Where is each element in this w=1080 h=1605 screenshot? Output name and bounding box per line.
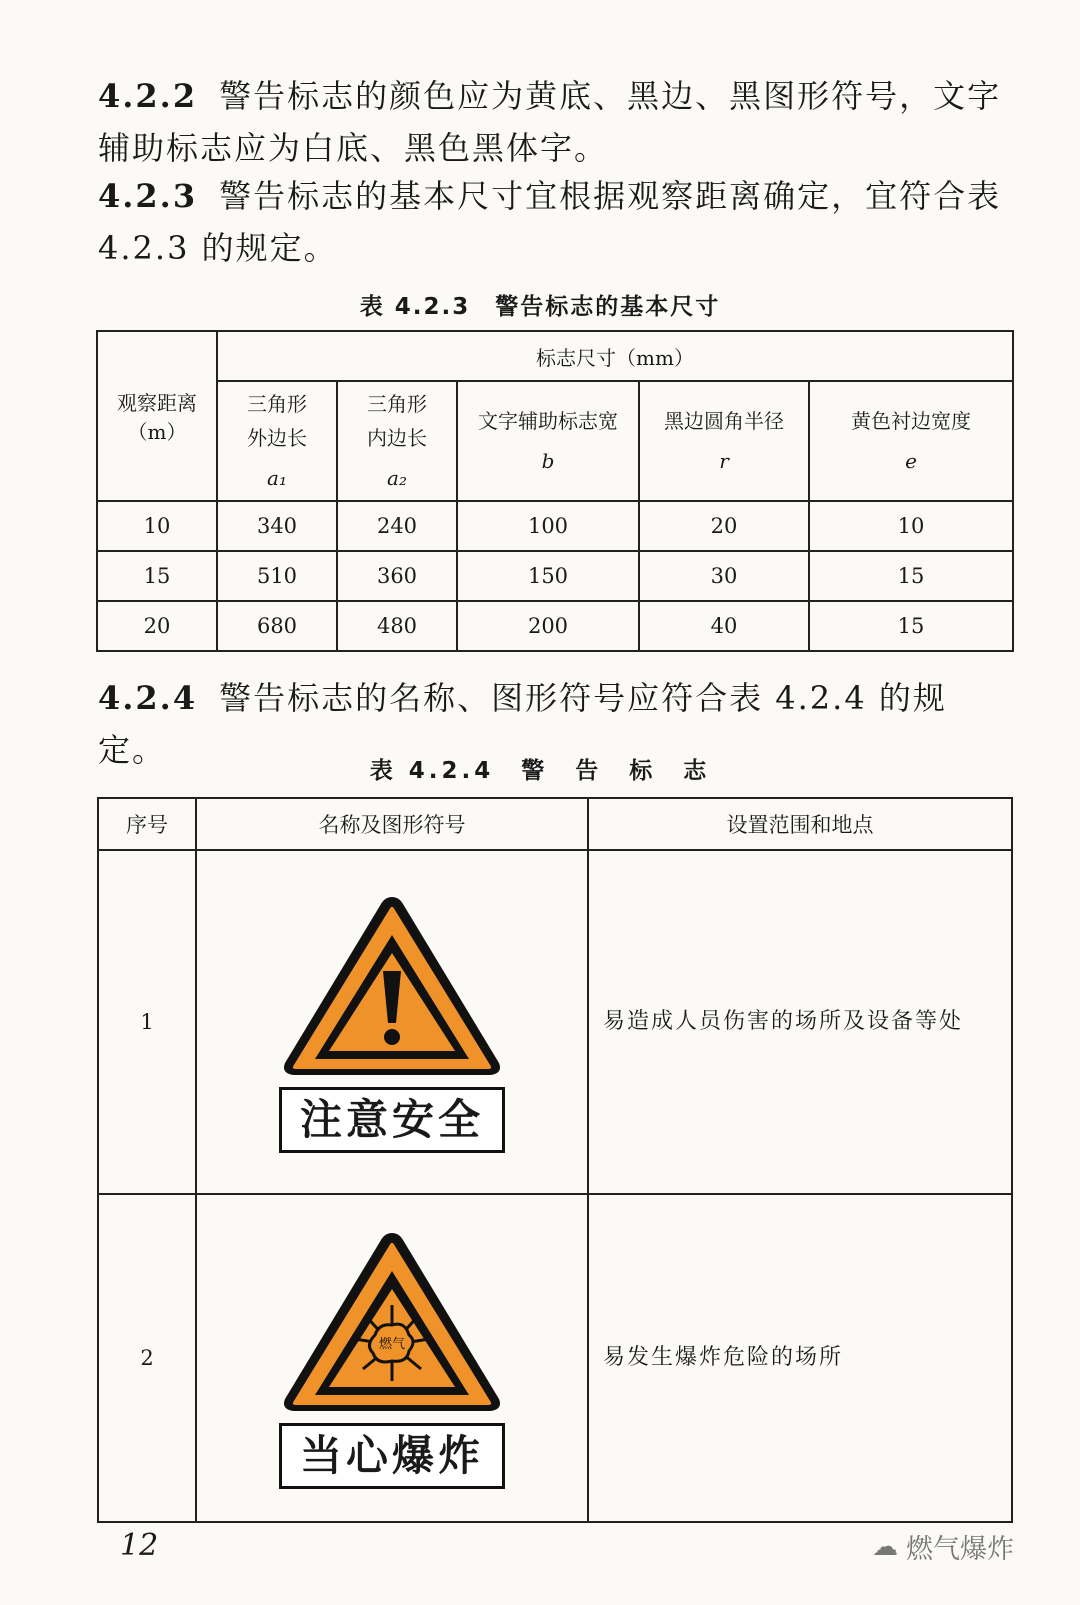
header-col-line2: 内边长 — [367, 426, 427, 450]
table-cell: 20 — [97, 601, 217, 651]
table-row — [98, 850, 1012, 1194]
header-col — [337, 381, 457, 501]
header-name-symbol: 名称及图形符号 — [196, 798, 588, 850]
header-distance-label: 观察距离 — [117, 391, 197, 415]
table-cell: 15 — [809, 601, 1013, 651]
sign-text-box: 注意安全 — [279, 1087, 505, 1153]
header-col-symbol: a₁ — [267, 466, 287, 490]
table-row — [97, 601, 1013, 651]
table-cell: 15 — [97, 551, 217, 601]
row-number: 2 — [98, 1194, 196, 1522]
header-col — [457, 381, 639, 501]
header-col-symbol: e — [905, 449, 917, 473]
header-location: 设置范围和地点 — [588, 798, 1012, 850]
table-cell: 200 — [457, 601, 639, 651]
header-distance — [97, 331, 217, 501]
table-row — [97, 501, 1013, 551]
section-number: 4.2.4 — [98, 679, 198, 717]
header-col-line1: 黑边圆角半径 — [664, 409, 784, 433]
table-4-2-3 — [96, 330, 1014, 652]
section-number: 4.2.2 — [98, 77, 198, 115]
table-cell: 10 — [97, 501, 217, 551]
header-col-line1: 黄色衬边宽度 — [851, 409, 971, 433]
location-text: 易造成人员伤害的场所及设备等处 — [588, 850, 1012, 1194]
header-col-symbol: a₂ — [387, 466, 407, 490]
header-size-group: 标志尺寸（mm） — [217, 331, 1013, 381]
table-cell: 15 — [809, 551, 1013, 601]
table-cell: 40 — [639, 601, 809, 651]
exclamation-icon — [279, 891, 505, 1081]
table-cell: 480 — [337, 601, 457, 651]
table-cell: 340 — [217, 501, 337, 551]
sign-text-box: 当心爆炸 — [279, 1423, 505, 1489]
row-number: 1 — [98, 850, 196, 1194]
table-cell: 20 — [639, 501, 809, 551]
location-text: 易发生爆炸危险的场所 — [588, 1194, 1012, 1522]
header-col — [217, 381, 337, 501]
header-col-line1: 三角形 — [247, 392, 307, 416]
header-col — [809, 381, 1013, 501]
explosion-icon-label: 燃气 — [378, 1337, 406, 1352]
section-text: 警告标志的颜色应为黄底、黑边、黑图形符号，文字辅助标志应为白底、黑色黑体字。 — [98, 77, 1002, 167]
table-cell: 30 — [639, 551, 809, 601]
table-4-2-3-caption: 表 4.2.3 警告标志的基本尺寸 — [359, 294, 721, 320]
watermark — [872, 1527, 1014, 1566]
table-row — [97, 551, 1013, 601]
header-col-symbol: r — [719, 449, 729, 473]
table-cell: 240 — [337, 501, 457, 551]
header-col — [639, 381, 809, 501]
table-cell: 510 — [217, 551, 337, 601]
section-4-2-3 — [98, 170, 1010, 274]
header-col-line1: 三角形 — [367, 392, 427, 416]
page-number: 12 — [120, 1528, 159, 1563]
sign-cell — [196, 1194, 588, 1522]
section-text: 警告标志的名称、图形符号应符合表 4.2.4 的规定。 — [98, 679, 947, 769]
watermark-text: 燃气爆炸 — [906, 1534, 1014, 1565]
sign-cell — [196, 850, 588, 1194]
header-no: 序号 — [98, 798, 196, 850]
table-4-2-4-caption: 表 4.2.4 警 告 标 志 — [369, 758, 711, 784]
section-number: 4.2.3 — [98, 177, 198, 215]
chat-bubble-icon: ☁ — [872, 1531, 898, 1562]
table-4-2-4 — [97, 797, 1013, 1523]
section-4-2-2 — [98, 70, 1010, 174]
explosion-icon — [279, 1227, 505, 1417]
table-cell: 10 — [809, 501, 1013, 551]
header-col-line2: 外边长 — [247, 426, 307, 450]
table-cell: 680 — [217, 601, 337, 651]
header-col-symbol: b — [541, 449, 555, 473]
section-text: 警告标志的基本尺寸宜根据观察距离确定，宜符合表 4.2.3 的规定。 — [98, 177, 1002, 267]
table-cell: 100 — [457, 501, 639, 551]
table-row — [98, 1194, 1012, 1522]
header-distance-unit: （m） — [127, 420, 187, 444]
table-cell: 360 — [337, 551, 457, 601]
table-cell: 150 — [457, 551, 639, 601]
header-col-line1: 文字辅助标志宽 — [478, 409, 618, 433]
